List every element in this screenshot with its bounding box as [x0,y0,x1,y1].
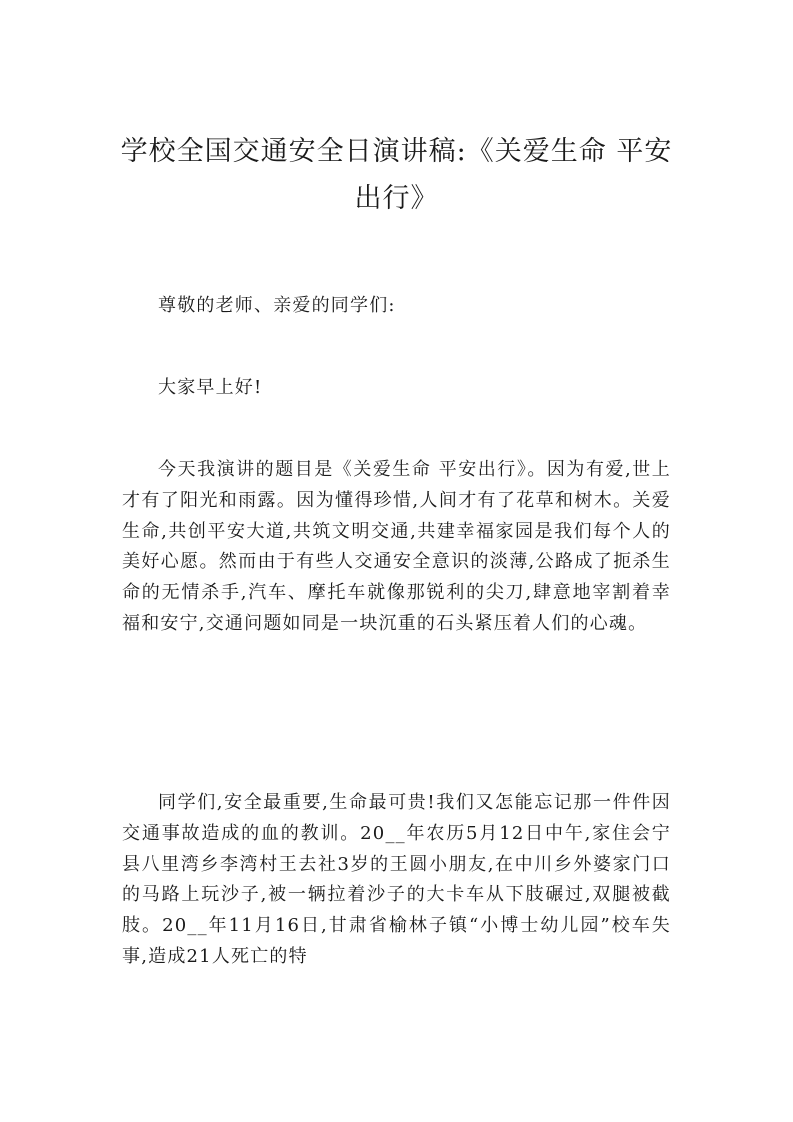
body-paragraph: 今天我演讲的题目是《关爱生命 平安出行》。因为有爱,世上才有了阳光和雨露。因为懂得珍惜,人间才有了花草和树木。关爱生命,共创平安大道,共筑文明交通,共建幸福家园是我们每个人的美好心愿。然而由于有些人交通安全意识的淡薄,公路成了扼杀生命的无情杀手,汽车、摩托车就像那锐利的尖刀,肆意地宰割着幸福和安宁,交通问题如同是一块沉重的石头紧压着人们的心魂。 [122,459,671,634]
salutation-paragraph: 尊敬的老师、亲爱的同学们: [158,295,396,316]
body-paragraph: 同学们,安全最重要,生命最可贵!我们又怎能忘记那一件件因交通事故造成的血的教训。20__年农历5月12日中午,家住会宁县八里湾乡李湾村王去社3岁的王圆小朋友,在中川乡外婆家门口的马路上玩沙子,被一辆拉着沙子的大卡车从下肢碾过,双腿被截肢。20__年11月16日,甘肃省榆林子镇“小博士幼儿园”校车失事,造成21人死亡的特 [122,792,671,967]
greeting-paragraph: 大家早上好! [158,377,263,398]
document-title: 学校全国交通安全日演讲稿:《关爱生命 平安出行》 [120,136,673,214]
